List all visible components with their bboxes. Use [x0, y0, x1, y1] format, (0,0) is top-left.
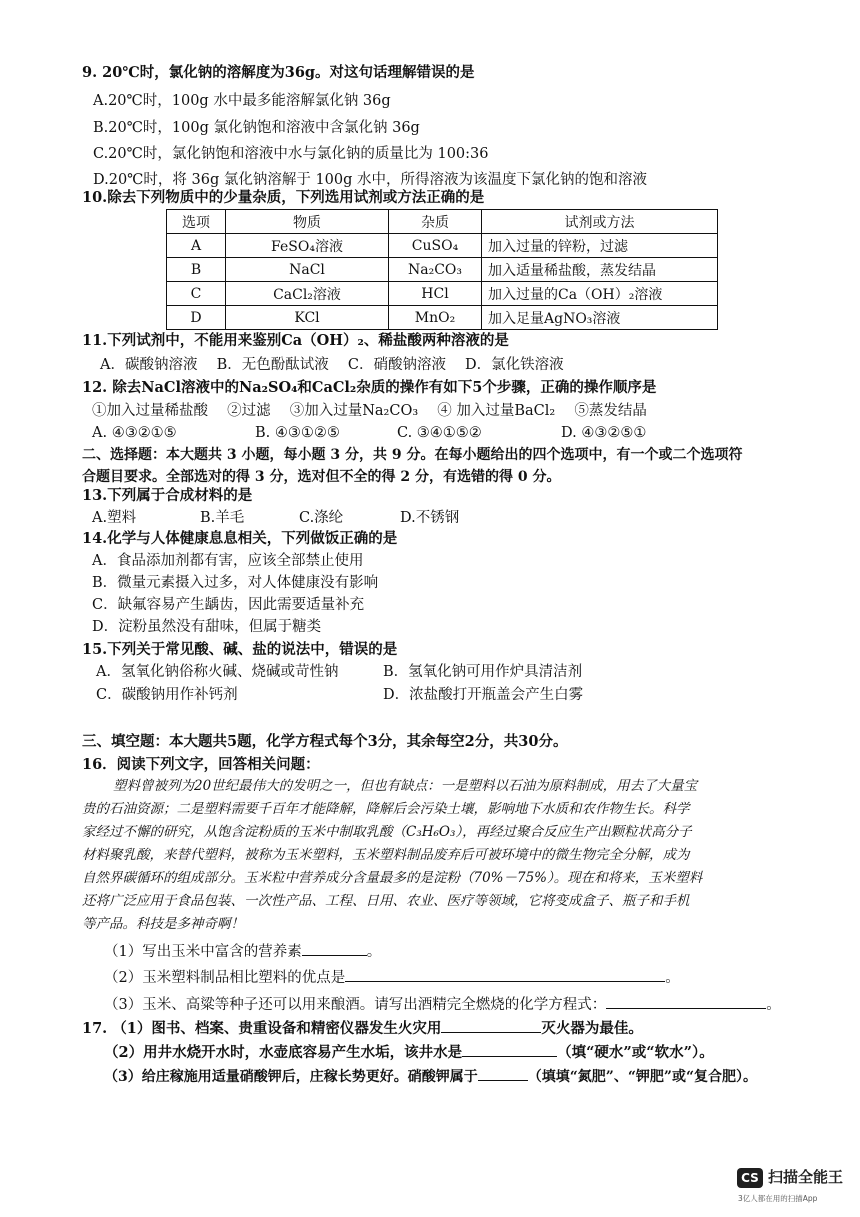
q13-option-b: B.羊毛: [200, 510, 245, 526]
q17-sub3-text: （3）给庄稼施用适量硝酸钾后，庄稼长势更好。硝酸钾属于: [104, 1069, 478, 1085]
table-cell: 加入过量的Ca（OH）₂溶液: [482, 282, 718, 306]
q16-sub3-end: 。: [766, 997, 781, 1013]
q15-option-a: A．氢氧化钠俗称火碱、烧碱或苛性钠: [96, 664, 339, 680]
section2-instructions-line2: 合题目要求。全部选对的得 3 分，选对但不全的得 2 分，有选错的得 0 分。: [82, 469, 561, 485]
table-row: [167, 282, 718, 306]
q13-option-d: D.不锈钢: [400, 510, 460, 526]
q15-option-d: D．浓盐酸打开瓶盖会产生白雾: [383, 687, 584, 703]
q16-passage-line: 家经过不懈的研究，从饱含淀粉质的玉米中制取乳酸（C₃H₆O₃），再经过聚合反应生产出颗粒状高分子: [82, 824, 692, 840]
q14-option-a: A．食品添加剂都有害，应该全部禁止使用: [92, 553, 364, 569]
table-cell: A: [167, 234, 226, 258]
table-cell: MnO₂: [389, 306, 482, 330]
q16-sub1: [104, 940, 381, 962]
answer-blank[interactable]: [462, 1041, 557, 1057]
section2-instructions-line1: 二、选择题：本大题共 3 小题，每小题 3 分，共 9 分。在每小题给出的四个选项中，有一个或二个选项符: [82, 447, 743, 463]
q16-passage-line: 等产品。科技是多神奇啊！: [82, 916, 244, 932]
q16-sub1-text: （1）写出玉米中富含的营养素: [104, 944, 302, 960]
table-cell: Na₂CO₃: [389, 258, 482, 282]
q17-sub1-text: 17. （1）图书、档案、贵重设备和精密仪器发生火灾用: [82, 1020, 442, 1037]
q12-option-d: D. ④③②⑤①: [561, 425, 647, 441]
q16-passage-line: 还将广泛应用于食品包装、一次性产品、工程、日用、农业、医疗等领域，它将变成盒子、瓶子和手机: [82, 893, 690, 909]
watermark-tagline: 3亿人都在用的扫描App: [738, 1194, 818, 1203]
answer-blank[interactable]: [302, 940, 367, 956]
q15-option-c: C．碳酸钠用作补钙剂: [96, 687, 238, 703]
table-cell: 加入足量AgNO₃溶液: [482, 306, 718, 330]
q15-stem: 15.下列关于常见酸、碱、盐的说法中，错误的是: [82, 641, 398, 658]
q11-options: A．碳酸钠溶液 B．无色酚酞试液 C．硝酸钠溶液 D．氯化铁溶液: [100, 357, 564, 373]
camscanner-logo-icon: CS: [737, 1168, 763, 1188]
table-cell: 加入适量稀盐酸，蒸发结晶: [482, 258, 718, 282]
q10-stem: 10.除去下列物质中的少量杂质，下列选用试剂或方法正确的是: [82, 189, 485, 206]
q13-option-c: C.涤纶: [299, 510, 344, 526]
q12-option-a: A. ④③②①⑤: [92, 425, 177, 441]
answer-blank[interactable]: [345, 966, 665, 982]
table-header-cell: 选项: [167, 210, 226, 234]
q9-option-d: D.20℃时，将 36g 氯化钠溶解于 100g 水中，所得溶液为该温度下氯化钠的饱和溶液: [93, 172, 648, 188]
q14-stem: 14.化学与人体健康息息相关，下列做饭正确的是: [82, 530, 398, 547]
q17-sub3-end: （填填“氮肥”、“钾肥”或“复合肥）。: [527, 1069, 758, 1085]
q17-sub2: [104, 1041, 714, 1063]
q15-option-b: B．氢氧化钠可用作炉具清洁剂: [383, 664, 583, 680]
q12-option-b: B. ④③①②⑤: [255, 425, 340, 441]
q13-option-a: A.塑料: [92, 510, 137, 526]
q16-stem: 16．阅读下列文字，回答相关问题：: [82, 756, 320, 773]
q14-option-b: B．微量元素摄入过多，对人体健康没有影响: [92, 575, 379, 591]
q16-sub3: [104, 993, 781, 1015]
q16-sub2-end: 。: [665, 970, 680, 986]
table-cell: KCl: [226, 306, 389, 330]
table-cell: NaCl: [226, 258, 389, 282]
q17-sub2-text: （2）用井水烧开水时，水壶底容易产生水垢，该井水是: [104, 1044, 463, 1061]
table-row: [167, 258, 718, 282]
answer-blank[interactable]: [478, 1065, 528, 1081]
q16-passage-line: 贵的石油资源；二是塑料需要千百年才能降解，降解后会污染土壤，影响地下水质和农作物生长。科学: [82, 801, 690, 817]
answer-blank[interactable]: [606, 993, 766, 1009]
q16-passage-line: 材料聚乳酸，来替代塑料，被称为玉米塑料，玉米塑料制品废弃后可被环境中的微生物完全分解，成为: [82, 847, 690, 863]
q17-sub2-end: （填“硬水”或“软水”）。: [557, 1044, 714, 1061]
q12-option-c: C. ③④①⑤②: [397, 425, 482, 441]
answer-blank[interactable]: [441, 1017, 541, 1033]
q17-sub3: [104, 1065, 757, 1087]
q16-sub2: [104, 966, 680, 988]
q9-option-c: C.20℃时，氯化钠饱和溶液中水与氯化钠的质量比为 100:36: [93, 146, 489, 162]
table-cell: FeSO₄溶液: [226, 234, 389, 258]
q17-sub1: [82, 1017, 643, 1039]
table-cell: CuSO₄: [389, 234, 482, 258]
q16-sub1-end: 。: [366, 944, 382, 960]
q9-stem: 9. 20℃时，氯化钠的溶解度为36g。对这句话理解错误的是: [82, 64, 475, 81]
q14-option-d: D．淀粉虽然没有甜味，但属于糖类: [92, 619, 322, 635]
q11-stem: 11.下列试剂中，不能用来鉴别Ca（OH）₂、稀盐酸两种溶液的是: [82, 332, 509, 349]
table-header-cell: 试剂或方法: [482, 210, 718, 234]
q10-options-table: [166, 209, 718, 330]
table-row: [167, 306, 718, 330]
table-header-row: [167, 210, 718, 234]
q12-steps: ①加入过量稀盐酸 ②过滤 ③加入过量Na₂CO₃ ④ 加入过量BaCl₂ ⑤蒸发结晶: [92, 403, 647, 419]
watermark-app-name: 扫描全能王: [768, 1168, 844, 1186]
table-cell: HCl: [389, 282, 482, 306]
section3-title: 三、填空题：本大题共5题，化学方程式每个3分，其余每空2分，共30分。: [82, 733, 568, 750]
table-cell: B: [167, 258, 226, 282]
q12-stem: 12. 除去NaCl溶液中的Na₂SO₄和CaCl₂杂质的操作有如下5个步骤，正确的操作顺序是: [82, 379, 657, 396]
q17-sub1-end: 灭火器为最佳。: [541, 1020, 643, 1037]
table-row: [167, 234, 718, 258]
q16-passage-line: 塑料曾被列为20世纪最伟大的发明之一，但也有缺点：一是塑料以石油为原料制成，用去了大量宝: [113, 778, 698, 794]
q16-sub2-text: （2）玉米塑料制品相比塑料的优点是: [104, 970, 346, 986]
table-cell: 加入过量的锌粉，过滤: [482, 234, 718, 258]
q9-option-a: A.20℃时，100g 水中最多能溶解氯化钠 36g: [93, 93, 391, 109]
q16-sub3-text: （3）玉米、高粱等种子还可以用来酿酒。请写出酒精完全燃烧的化学方程式：: [104, 997, 607, 1013]
table-cell: D: [167, 306, 226, 330]
table-header-cell: 物质: [226, 210, 389, 234]
table-cell: C: [167, 282, 226, 306]
q14-option-c: C．缺氟容易产生龋齿，因此需要适量补充: [92, 597, 365, 613]
q9-option-b: B.20℃时，100g 氯化钠饱和溶液中含氯化钠 36g: [93, 120, 420, 136]
table-cell: CaCl₂溶液: [226, 282, 389, 306]
table-header-cell: 杂质: [389, 210, 482, 234]
q13-stem: 13.下列属于合成材料的是: [82, 487, 253, 504]
q16-passage-line: 自然界碳循环的组成部分。玉米粒中营养成分含量最多的是淀粉（70%－75%）。现在和将来，玉米塑料: [82, 870, 703, 886]
